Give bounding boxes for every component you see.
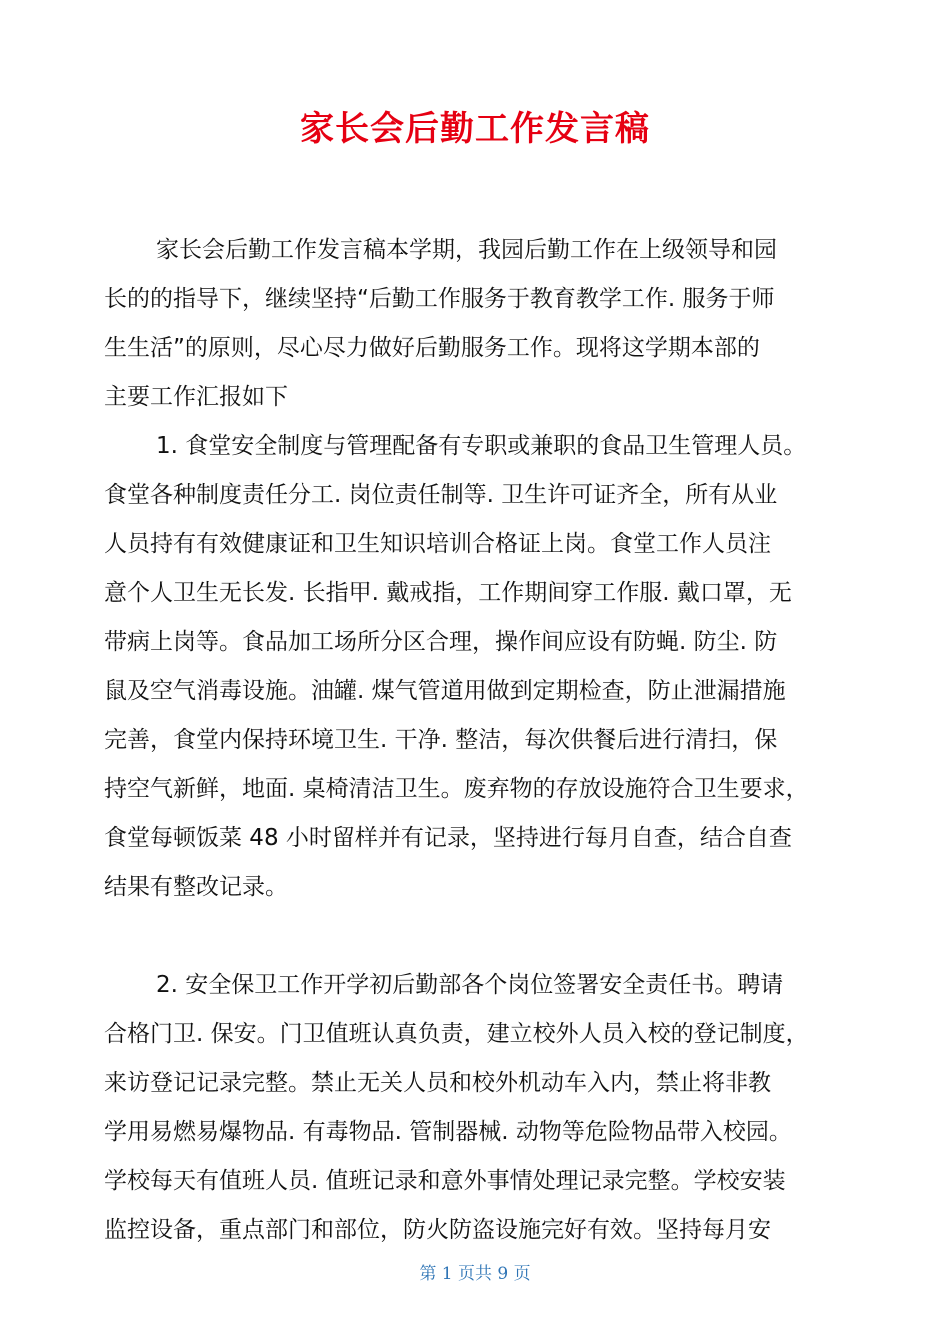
paragraph-line: 持空气新鲜，地面. 桌椅清洁卫生。废弃物的存放设施符合卫生要求， [104, 776, 809, 802]
paragraph-line: 食堂各种制度责任分工. 岗位责任制等. 卫生许可证齐全，所有从业 [104, 482, 778, 508]
paragraph-line: 意个人卫生无长发. 长指甲. 戴戒指，工作期间穿工作服. 戴口罩，无 [104, 580, 792, 606]
paragraph-line: 1. 食堂安全制度与管理配备有专职或兼职的食品卫生管理人员。 [156, 433, 807, 459]
paragraph-line: 食堂每顿饭菜 48 小时留样并有记录，坚持进行每月自查，结合自查 [104, 825, 792, 851]
paragraph-line: 带病上岗等。食品加工场所分区合理，操作间应设有防蝇. 防尘. 防 [104, 629, 778, 655]
paragraph-line: 主要工作汇报如下 [104, 384, 288, 410]
paragraph-line: 来访登记记录完整。禁止无关人员和校外机动车入内，禁止将非教 [104, 1070, 771, 1096]
paragraph-line: 人员持有有效健康证和卫生知识培训合格证上岗。食堂工作人员注 [104, 531, 771, 557]
paragraph-line: 合格门卫. 保安。门卫值班认真负责，建立校外人员入校的登记制度， [104, 1021, 809, 1047]
paragraph-line: 2. 安全保卫工作开学初后勤部各个岗位签署安全责任书。聘请 [156, 972, 784, 998]
paragraph-line: 长的的指导下，继续坚持“后勤工作服务于教育教学工作. 服务于师 [104, 286, 775, 312]
paragraph-line: 学校每天有值班人员. 值班记录和意外事情处理记录完整。学校安装 [104, 1168, 786, 1194]
paragraph-line: 鼠及空气消毒设施。油罐. 煤气管道用做到定期检查，防止泄漏措施 [104, 678, 786, 704]
paragraph-line: 生生活”的原则，尽心尽力做好后勤服务工作。现将这学期本部的 [104, 335, 760, 361]
paragraph-line: 结果有整改记录。 [104, 874, 288, 900]
paragraph-line: 完善，食堂内保持环境卫生. 干净. 整洁，每次供餐后进行清扫，保 [104, 727, 778, 753]
paragraph-spacer [104, 912, 844, 961]
page-footer: 第 1 页共 9 页 [419, 1264, 531, 1284]
document-title: 家长会后勤工作发言稿 [300, 109, 650, 149]
paragraph-line: 学用易燃易爆物品. 有毒物品. 管制器械. 动物等危险物品带入校园。 [104, 1119, 792, 1145]
paragraph-line: 家长会后勤工作发言稿本学期，我园后勤工作在上级领导和园 [156, 237, 777, 263]
paragraph-line: 监控设备，重点部门和部位，防火防盗设施完好有效。坚持每月安 [104, 1217, 771, 1243]
document-body [104, 226, 844, 1255]
